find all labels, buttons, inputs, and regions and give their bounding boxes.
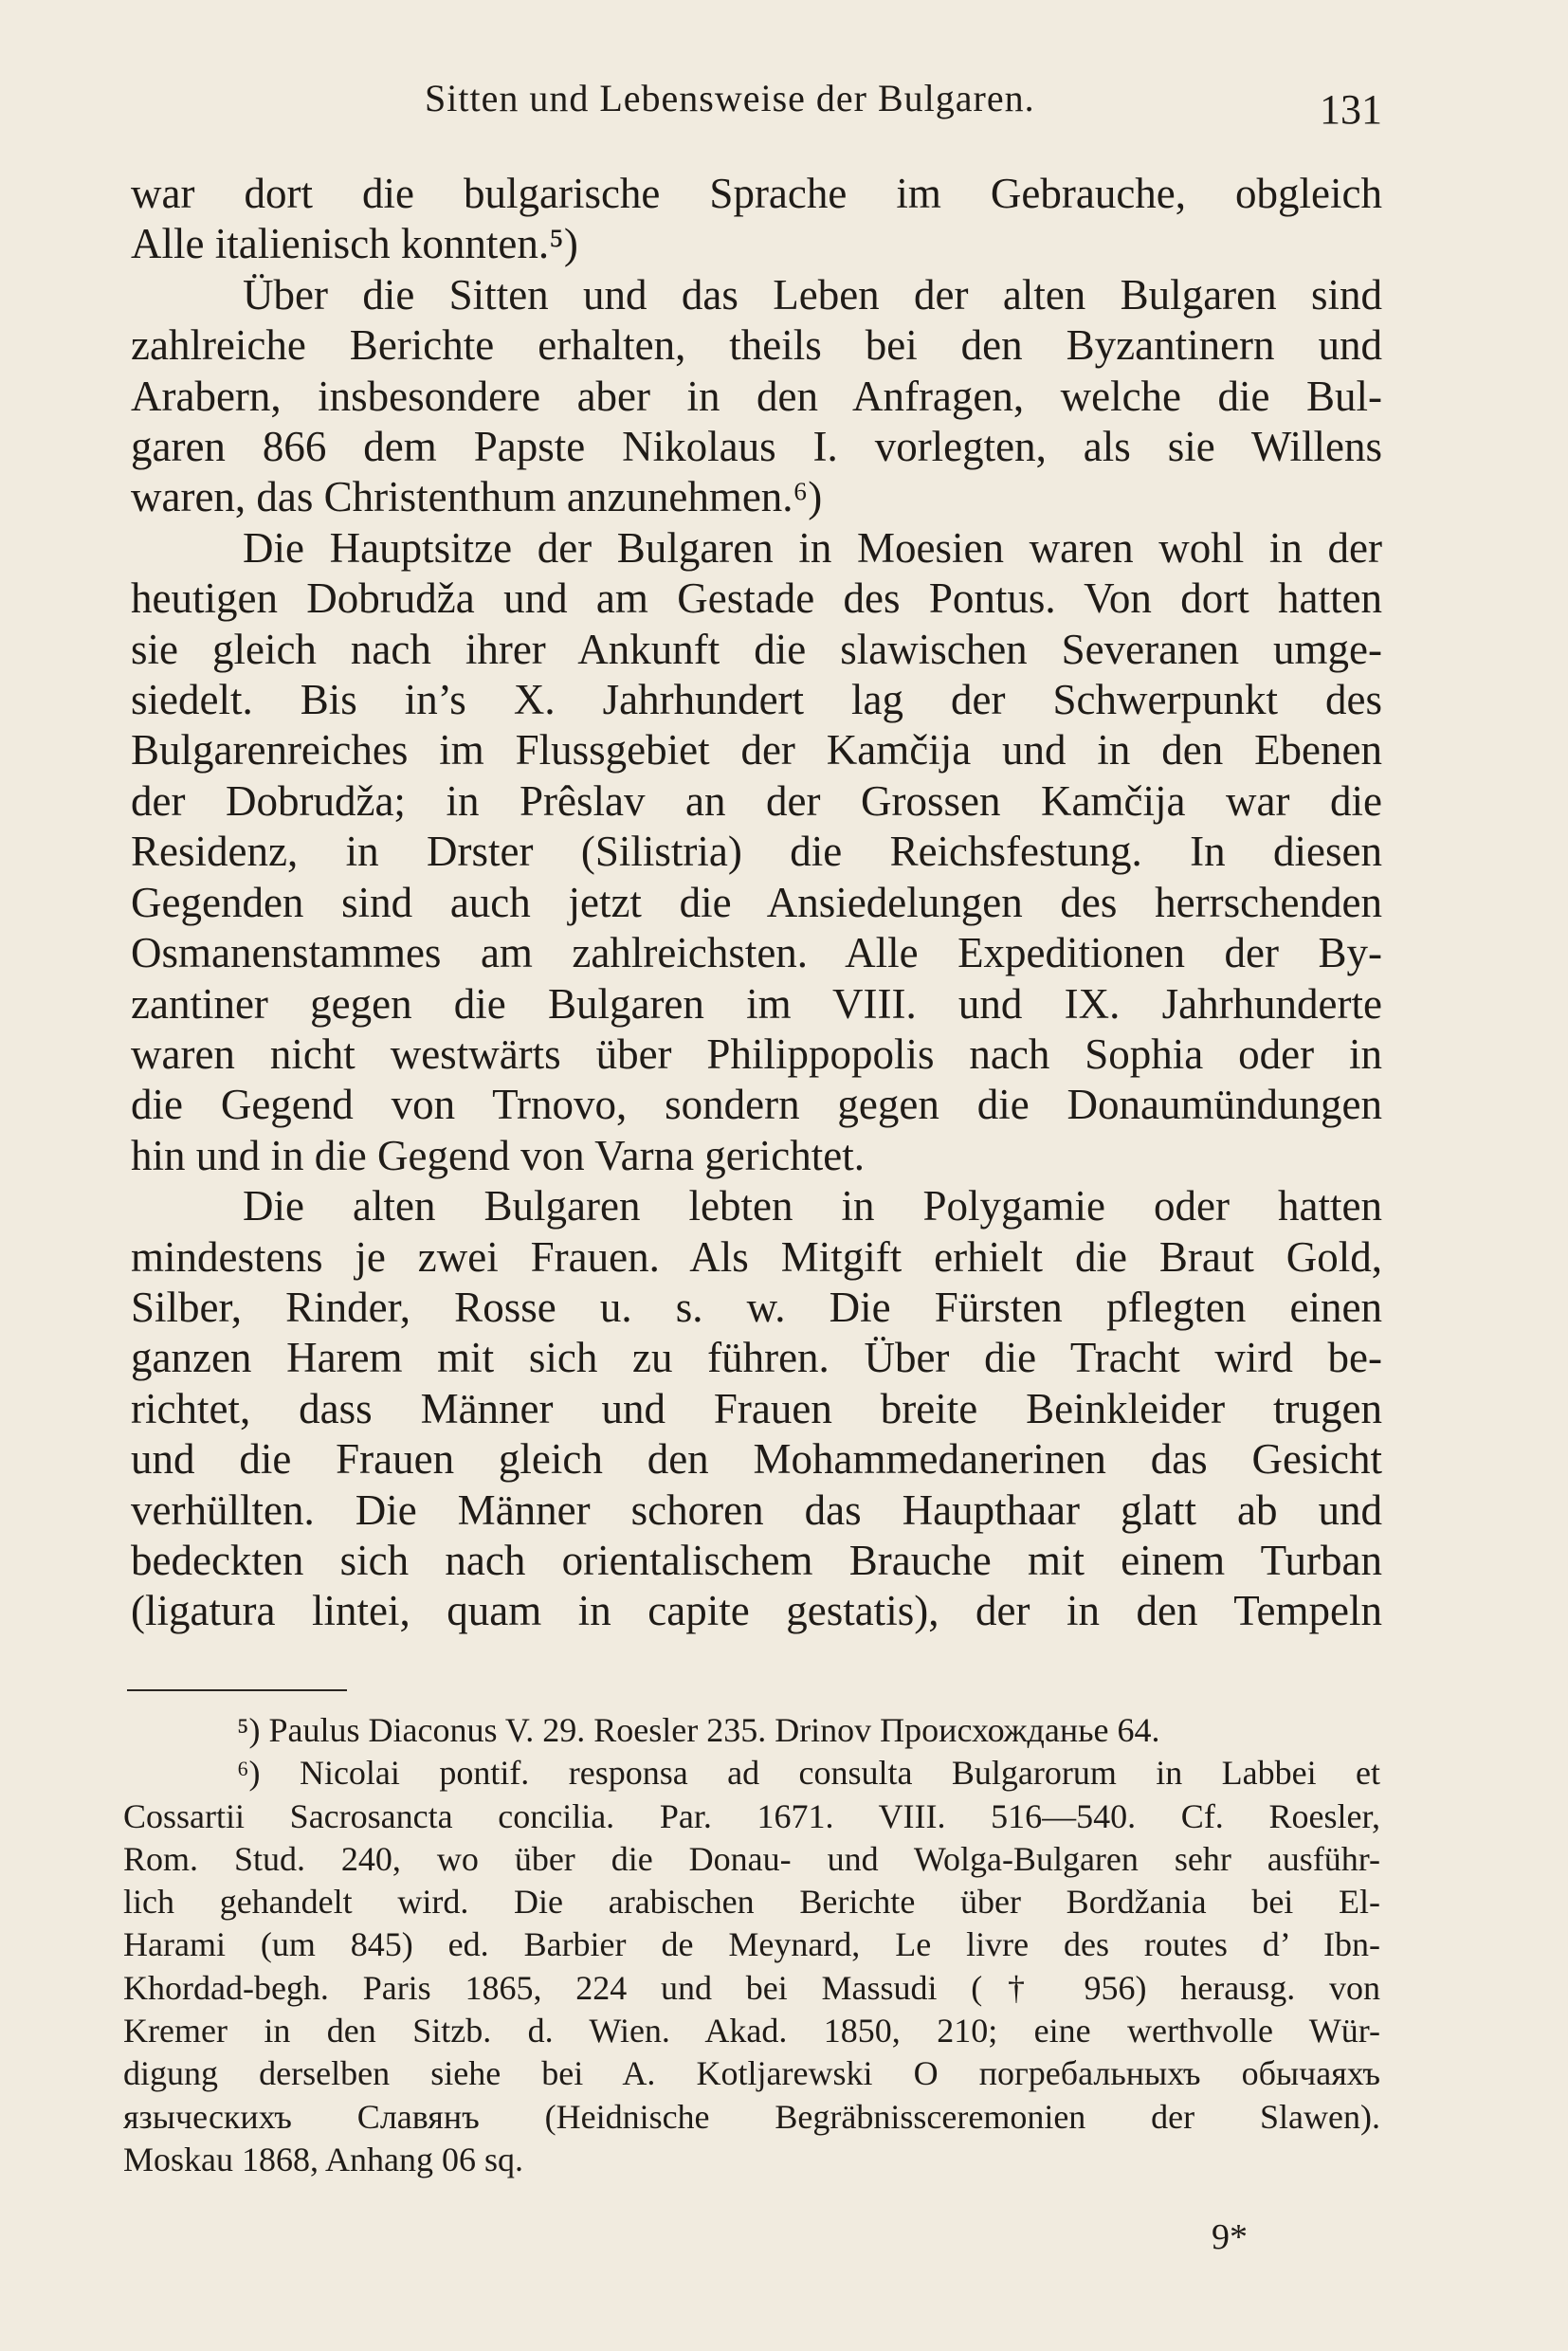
footnote-line: digung derselben siehe bei A. Kotljarewski O погребальныхъ обычаяхъ: [123, 2054, 1380, 2093]
footnote-line: ⁶) Nicolai pontif. responsa ad consulta Bulgarorum in Labbei et: [237, 1754, 1380, 1793]
text-line: war dort die bulgarische Sprache im Gebrauche, obgleich: [131, 170, 1382, 217]
text-line: Residenz, in Drster (Silistria) die Reichsfestung. In diesen: [131, 828, 1382, 876]
text-line: Über die Sitten und das Leben der alten Bulgaren sind: [243, 270, 1382, 319]
text-line: (ligatura lintei, quam in capite gestatis), der in den Tempeln: [131, 1587, 1382, 1635]
text-line: siedelt. Bis in’s X. Jahrhundert lag der Schwerpunkt des: [131, 676, 1382, 724]
text-line: garen 866 dem Papste Nikolaus I. vorlegten, als sie Willens: [131, 423, 1382, 471]
footnotes: [123, 1709, 1380, 2181]
text-line: Die Hauptsitze der Bulgaren in Moesien waren wohl in der: [243, 523, 1382, 572]
footnote-line: Moskau 1868, Anhang 06 sq.: [123, 2140, 523, 2178]
text-line: ganzen Harem mit sich zu führen. Über die Tracht wird be-: [131, 1334, 1382, 1382]
signature-mark: 9*: [1212, 2217, 1248, 2257]
text-line: Alle italienisch konnten.⁵): [131, 220, 578, 268]
text-line: verhüllten. Die Männer schoren das Haupthaar glatt ab und: [131, 1485, 1382, 1534]
footnote-line: Harami (um 845) ed. Barbier de Meynard, Le livre des routes d’ Ibn-: [123, 1925, 1380, 1964]
footnote-line: Cossartii Sacrosancta concilia. Par. 1671. VIII. 516—540. Cf. Roesler,: [123, 1796, 1380, 1835]
running-head: [131, 76, 1382, 133]
text-line: Die alten Bulgaren lebten in Polygamie oder hatten: [243, 1182, 1382, 1230]
page-number: 131: [1320, 86, 1382, 133]
body-text: [131, 169, 1382, 1637]
text-line: Bulgarenreiches im Flussgebiet der Kamčija und in den Ebenen: [131, 726, 1382, 775]
text-line: waren, das Christenthum anzunehmen.⁶): [131, 473, 823, 521]
footnote-rule: [127, 1689, 347, 1691]
text-line: hin und in die Gegend von Varna gerichtet.: [131, 1131, 865, 1179]
running-title: Sitten und Lebensweise der Bulgaren.: [425, 77, 1035, 119]
text-line: waren nicht westwärts über Philippopolis nach Sophia oder in: [131, 1030, 1382, 1078]
text-line: sie gleich nach ihrer Ankunft die slawischen Severanen umge-: [131, 625, 1382, 673]
footnote-line: Khordad-begh. Paris 1865, 224 und bei Massudi († 956) herausg. von: [123, 1968, 1380, 2007]
text-line: Silber, Rinder, Rosse u. s. w. Die Fürsten pflegten einen: [131, 1283, 1382, 1331]
footnote-line: lich gehandelt wird. Die arabischen Berichte über Bordžania bei El-: [123, 1883, 1380, 1922]
text-line: der Dobrudža; in Prêslav an der Grossen Kamčija war die: [131, 776, 1382, 825]
text-line: die Gegend von Trnovo, sondern gegen die Donaumündungen: [131, 1081, 1382, 1129]
text-line: heutigen Dobrudža und am Gestade des Pontus. Von dort hatten: [131, 574, 1382, 623]
text-line: mindestens je zwei Frauen. Als Mitgift erhielt die Braut Gold,: [131, 1232, 1382, 1281]
footnote-line: Rom. Stud. 240, wo über die Donau- und Wolga-Bulgaren sehr ausführ-: [123, 1839, 1380, 1878]
text-line: und die Frauen gleich den Mohammedanerinen das Gesicht: [131, 1435, 1382, 1484]
text-line: richtet, dass Männer und Frauen breite Beinkleider trugen: [131, 1384, 1382, 1432]
text-line: bedeckten sich nach orientalischem Brauche mit einem Turban: [131, 1536, 1382, 1584]
footnote-line: ⁵) Paulus Diaconus V. 29. Roesler 235. Drinov Происхожданье 64.: [237, 1711, 1160, 1749]
text-line: zantiner gegen die Bulgaren im VIII. und IX. Jahrhunderte: [131, 979, 1382, 1028]
text-line: Osmanenstammes am zahlreichsten. Alle Expeditionen der By-: [131, 929, 1382, 977]
footnote-line: языческихъ Славянъ (Heidnische Begräbnissceremonien der Slawen).: [123, 2097, 1380, 2136]
text-line: Arabern, insbesondere aber in den Anfragen, welche die Bul-: [131, 372, 1382, 420]
text-line: Gegenden sind auch jetzt die Ansiedelungen des herrschenden: [131, 878, 1382, 926]
text-line: zahlreiche Berichte erhalten, theils bei den Byzantinern und: [131, 321, 1382, 370]
footnote-line: Kremer in den Sitzb. d. Wien. Akad. 1850, 210; eine werthvolle Wür-: [123, 2012, 1380, 2050]
